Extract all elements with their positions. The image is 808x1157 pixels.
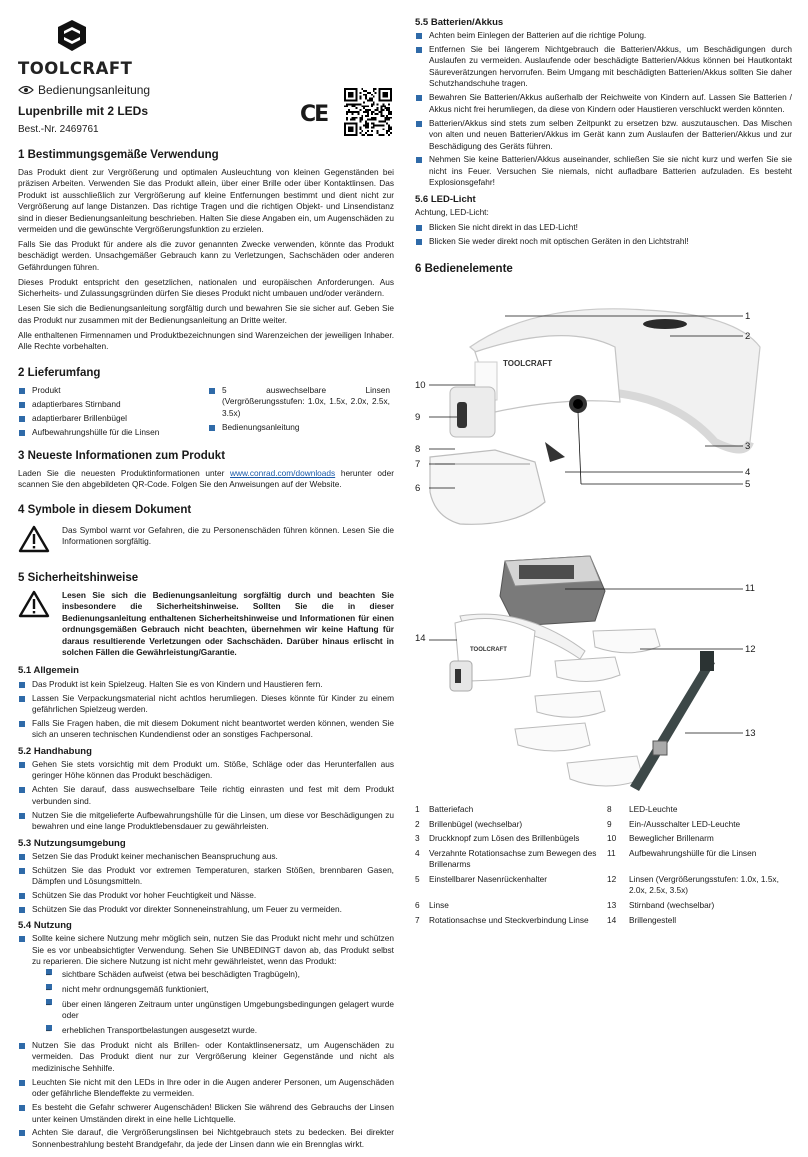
warning-triangle-icon [18, 590, 50, 618]
callout-11: 11 [745, 583, 755, 594]
general-list [18, 679, 394, 741]
sub-item: – erheblichen Transportbelastungen ausgesetzt wurde. [46, 1025, 394, 1036]
legend-row [415, 833, 792, 844]
list-item: Bewahren Sie Batterien/Akkus außerhalb der Reichweite von Kindern auf. Lassen Sie Batterien / Akkus nicht frei herumliegen, da diese von Kindern oder Haustieren verschluckt werden könnten. [415, 92, 792, 115]
list-item: Blicken Sie nicht direkt in das LED-Licht! [415, 222, 792, 233]
paragraph: Falls Sie das Produkt für andere als die zuvor genannten Zwecke verwenden, könnte das Produkt beschädigt werden. Unsachgemäßer Gebrauch kann zu Verletzungen, Sachschäden oder anderen Gefährdungen führen. [18, 238, 394, 272]
section-symbols [18, 503, 394, 559]
callout-13: 13 [745, 728, 756, 739]
part-label: Batteriefach [429, 804, 474, 814]
part-number: 6 [415, 900, 420, 910]
list-item: Gehen Sie stets vorsichtig mit dem Produkt um. Stöße, Schläge oder das Herunterfallen aus geringer Höhe können das Produkt beschädigen. [18, 759, 394, 782]
paragraph: Lesen Sie sich die Bedienungsanleitung sorgfältig durch und bewahren Sie sie sicher auf. Geben Sie das Produkt nur zusammen mit der Bedienungsanleitung an Dritte weiter. [18, 303, 394, 325]
handling-list [18, 759, 394, 833]
section-scope-of-delivery [18, 366, 394, 441]
symbol-description: Das Symbol warnt vor Gefahren, die zu Personenschäden führen können. Lesen Sie die Informationen sorgfältig. [62, 524, 394, 547]
part-number: 7 [415, 914, 420, 925]
list-item: Achten Sie darauf, dass auswechselbare Teile richtig einrasten und fest mit dem Produkt verbunden sind. [18, 784, 394, 807]
list-item: Lassen Sie Verpackungsmaterial nicht achtlos herumliegen. Dieses könnte für Kinder zu einem gefährlichen Spielzeug werden. [18, 693, 394, 716]
ce-mark: CE [300, 102, 328, 127]
part-label: Druckknopf zum Lösen des Brillenbügels [429, 833, 580, 844]
list-item: Schützen Sie das Produkt vor direkter Sonneneinstrahlung, um Feuer zu vermeiden. [18, 904, 394, 915]
list-item: Setzen Sie das Produkt keiner mechanischen Beanspruchung aus. [18, 851, 394, 862]
list-item: Das Produkt ist kein Spielzeug. Halten Sie es von Kindern und Haustieren fern. [18, 679, 394, 690]
text: Laden Sie die neuesten Produktinformationen unter [18, 467, 231, 478]
parts-legend [415, 804, 792, 929]
subsection-heading: 5.4 Nutzung [18, 920, 72, 932]
section-intended-use [18, 148, 394, 356]
brand-name: TOOLCRAFT [18, 59, 133, 78]
list-item: Aufbewahrungshülle für die Linsen [18, 427, 200, 438]
callout-6: 6 [415, 483, 421, 494]
part-label: Ein-/Ausschalter LED-Leuchte [629, 818, 741, 829]
part-number: 5 [415, 873, 420, 884]
section-heading: 3 Neueste Informationen zum Produkt [18, 450, 226, 462]
part-number: 12 [607, 873, 617, 884]
sub-item: – nicht mehr ordnungsgemäß funktioniert, [46, 984, 394, 995]
sub-item: – sichtbare Schäden aufweist (etwa bei beschädigten Tragbügeln), [46, 969, 394, 980]
part-label: Verzahnte Rotationsachse zum Bewegen des Brillenarms [429, 847, 597, 870]
subsection-heading: 5.5 Batterien/Akkus [415, 17, 504, 28]
callout-9: 9 [415, 412, 421, 423]
list-item: Entfernen Sie bei längerem Nichtgebrauch die Batterien/Akkus, um Beschädigungen durch Auslaufen zu vermeiden. Auslaufende oder beschädigte Batterien/Akkus können bei Hautkontakt Säureverätzungen hervorrufen. Beim Umgang mit beschädigten Batterien/Akkus sollten Sie daher Schutzhandschuhe tragen. [415, 44, 792, 90]
list-item: Bedienungsanleitung [208, 422, 390, 433]
section-batteries [415, 16, 792, 250]
accessories-illustration [415, 551, 792, 801]
part-number: 1 [415, 804, 420, 814]
part-label: Stirnband (wechselbar) [629, 900, 715, 910]
subsection-heading: 5.3 Nutzungsumgebung [18, 837, 126, 849]
callout-1: 1 [745, 311, 751, 322]
part-number: 13 [607, 900, 617, 910]
condition-list [46, 969, 394, 1037]
list-item: Es besteht die Gefahr schwerer Augenschäden! Blicken Sie während des Gebrauchs der Linsen unter keinen Umständen direkt in eine helle Lichtquelle. [18, 1102, 394, 1125]
list-item: Schützen Sie das Produkt vor hoher Feuchtigkeit und Nässe. [18, 890, 394, 901]
toolcraft-logo-icon [54, 18, 90, 54]
callout-3: 3 [745, 441, 751, 452]
part-label: LED-Leuchte [629, 804, 678, 814]
callout-12: 12 [745, 644, 756, 655]
part-label: Rotationsachse und Steckverbindung Linse [429, 914, 589, 925]
callout-14: 14 [415, 633, 426, 644]
list-item: adaptierbarer Brillenbügel [18, 413, 200, 424]
part-label: Brillengestell [629, 914, 677, 925]
qr-code[interactable] [344, 88, 392, 136]
section-heading: 1 Bestimmungsgemäße Verwendung [18, 149, 219, 161]
part-number: 10 [607, 833, 617, 844]
callout-8: 8 [415, 444, 421, 455]
section-heading: 4 Symbole in diesem Dokument [18, 504, 192, 516]
legend-row [415, 819, 792, 830]
svg-text:TOOLCRAFT: TOOLCRAFT [503, 359, 553, 368]
list-item: Falls Sie Fragen haben, die mit diesem Dokument nicht beantwortet werden können, wenden Sie sich an unseren technischen Kundendienst oder an sonstiges Fachpersonal. [18, 718, 394, 741]
subsection-heading: 5.6 LED-Licht [415, 193, 476, 205]
list-item: Achten Sie darauf, die Vergrößerungslinsen bei Nichtgebrauch stets zu bedecken. Bei direkter Sonnenbestrahlung besteht Brandgefahr, da jede der Linsen dann wie ein Brennglas wirkt. [18, 1127, 394, 1150]
list-item: Nutzen Sie die mitgelieferte Aufbewahrungshülle für die Linsen, um diese vor Beschädigungen zu bewahren und eine lange Produktlebensdauer zu gewährleisten. [18, 810, 394, 833]
headset-illustration [415, 292, 792, 542]
headset-frame [430, 309, 760, 525]
download-link[interactable]: www.conrad.com/downloads [230, 467, 336, 478]
paragraph: Das Produkt dient zur Vergrößerung und optimalen Ausleuchtung von kleinen Gegenständen bei präzisen Arbeiten. Verwenden Sie das Produkt allein, über einer Brille oder über Kontaktlinsen. Das Produkt ist ausschließlich zur Vergrößerung auf kleine Entfernungen bestimmt und dient nicht zur Vergrößerung auf lange Distanzen. Das richtige Tragen und die richtigen Objekt- und Linsendistanz sind in dieser Bedienungsanleitung beschrieben. Halten Sie diese Angaben ein, um Augenschäden zu vermeiden und die gewünschte Vergrößerungsfunktion zu erzielen. [18, 166, 394, 235]
section-heading: 5 Sicherheitshinweise [18, 572, 139, 584]
part-label: Einstellbarer Nasenrückenhalter [429, 873, 548, 884]
subsection-heading: 5.2 Handhabung [18, 745, 92, 757]
storage-case [500, 556, 605, 626]
battery-list [415, 30, 792, 189]
paragraph: Alle enthaltenen Firmennamen und Produktbezeichnungen sind Warenzeichen der jeweiligen Inhaber. Alle Rechte vorbehalten. [18, 329, 394, 351]
section-latest-info [18, 449, 394, 494]
product-title: Lupenbrille mit 2 LEDs [18, 104, 149, 118]
legend-row [415, 874, 792, 897]
paragraph: Dieses Produkt entspricht den gesetzlichen, nationalen und europäischen Anforderungen. Aus Sicherheits- und Zulassungsgründen dürfen Sie dieses Produkt nicht umbauen und/oder verändern. [18, 276, 394, 299]
legend-row [415, 915, 792, 926]
section-operating-elements [415, 262, 792, 281]
part-number: 4 [415, 847, 420, 858]
part-label: Linse [429, 900, 449, 910]
part-number: 8 [607, 804, 612, 814]
brand-logo [18, 18, 133, 80]
document-type [18, 82, 150, 99]
item-number: Best.-Nr. 2469761 [18, 124, 99, 135]
part-number: 9 [607, 818, 612, 829]
text: herunter oder scannen Sie den abgebildeten QR-Code. Folgen Sie den Anweisungen auf der Website. [18, 467, 394, 490]
eye-icon [18, 85, 34, 95]
list-item-text: Sollte keine sichere Nutzung mehr möglich sein, nutzen Sie das Produkt nicht mehr und schützen Sie es vor unbeabsichtigter Verwendung. Sehen Sie UNBEDINGT davon ab, das Produkt selbst zu reparieren. Die sichere Nutzung ist nicht mehr gewährleistet, wenn das Produkt: [32, 933, 394, 967]
section-heading: 2 Lieferumfang [18, 367, 101, 379]
part-number: 11 [607, 847, 616, 858]
paragraph [18, 468, 394, 491]
part-label: Beweglicher Brillenarm [629, 833, 714, 844]
svg-text:TOOLCRAFT: TOOLCRAFT [470, 647, 507, 653]
list-item: Blicken Sie weder direkt noch mit optischen Geräten in den Lichtstrahl! [415, 236, 792, 247]
callout-7: 7 [415, 459, 421, 470]
part-number: 2 [415, 818, 420, 829]
list-item [18, 933, 394, 1036]
document-type-label: Bedienungsanleitung [38, 83, 151, 97]
delivery-list-2 [208, 385, 390, 441]
part-label: Brillenbügel (wechselbar) [429, 818, 523, 829]
section-heading: 6 Bedienelemente [415, 263, 513, 275]
list-item: Achten beim Einlegen der Batterien auf die richtige Polung. [415, 30, 792, 41]
safety-warning: Lesen Sie sich die Bedienungsanleitung sorgfältig durch und beachten Sie insbesondere die Sicherheitshinweise. Sollten Sie die in dieser Bedienungsanleitung enthaltenen Sicherheitshinweise und Informationen für einen ordnungsgemäßen Gebrauch nicht beachten, übernehmen wir keine Haftung für daraus resultierende Verletzungen oder Sachschäden. Darüber hinaus erlischt in solchen Fällen die Gewährleistung/Garantie. [62, 589, 394, 658]
callout-4: 4 [745, 467, 751, 478]
list-item: Produkt [18, 385, 200, 396]
paragraph: Achtung, LED-Licht: [415, 206, 489, 217]
list-item: Nutzen Sie das Produkt nicht als Brillen- oder Kontaktlinsenersatz, um Augenschäden zu vermeiden. Das Produkt dient nur zur Vergrößerung kleiner Gegenstände und nicht als medizinische Sehhilfe. [18, 1040, 394, 1074]
list-item: Schützen Sie das Produkt vor extremen Temperaturen, starken Stößen, brennbaren Gasen, Dämpfen und Lösungsmitteln. [18, 865, 394, 888]
subsection-heading: 5.1 Allgemein [18, 665, 79, 677]
led-list [415, 222, 792, 247]
part-number: 14 [607, 914, 617, 925]
legend-row [415, 900, 792, 911]
sub-item: – über einen längeren Zeitraum unter ungünstigen Umgebungsbedingungen gelagert wurde oder [46, 999, 394, 1022]
usage-list [18, 933, 394, 1150]
callout-2: 2 [745, 331, 751, 342]
list-item: adaptierbares Stirnband [18, 399, 200, 410]
section-safety [18, 571, 394, 1153]
legend-row [415, 804, 792, 815]
callout-10: 10 [415, 380, 426, 391]
environment-list [18, 851, 394, 916]
list-item: Batterien/Akkus sind stets zum selben Zeitpunkt zu ersetzen bzw. auszutauschen. Das Mischen von alten und neuen Batterien/Akkus im Gerät kann zum Auslaufen der Batterien/Akkus und zur Beschädigung des Geräts führen. [415, 118, 792, 152]
part-label: Aufbewahrungshülle für die Linsen [629, 847, 757, 858]
delivery-list-1 [18, 385, 200, 441]
lenses [515, 629, 660, 786]
list-item: 5 auswechselbare Linsen (Vergrößerungsstufen: 1.0x, 1.5x, 2.0x, 2.5x, 3.5x) [208, 385, 390, 419]
list-item: Leuchten Sie nicht mit den LEDs in Ihre oder in die Augen anderer Personen, um Augenschäden oder gefährliche Blendeffekte zu vermeiden. [18, 1077, 394, 1100]
callout-5: 5 [745, 479, 751, 490]
list-item: Nehmen Sie keine Batterien/Akkus auseinander, schließen Sie sie nicht kurz und werfen Sie sie nicht ins Feuer. Versuchen Sie niemals, nicht aufladbare Batterien aufzuladen. Es besteht Explosionsgefahr! [415, 154, 792, 188]
part-number: 3 [415, 833, 420, 844]
legend-row [415, 848, 792, 871]
warning-triangle-icon [18, 525, 50, 553]
head-strap [630, 651, 715, 791]
part-label: Linsen (Vergrößerungsstufen: 1.0x, 1.5x, 2.0x, 2.5x, 3.5x) [629, 873, 779, 896]
